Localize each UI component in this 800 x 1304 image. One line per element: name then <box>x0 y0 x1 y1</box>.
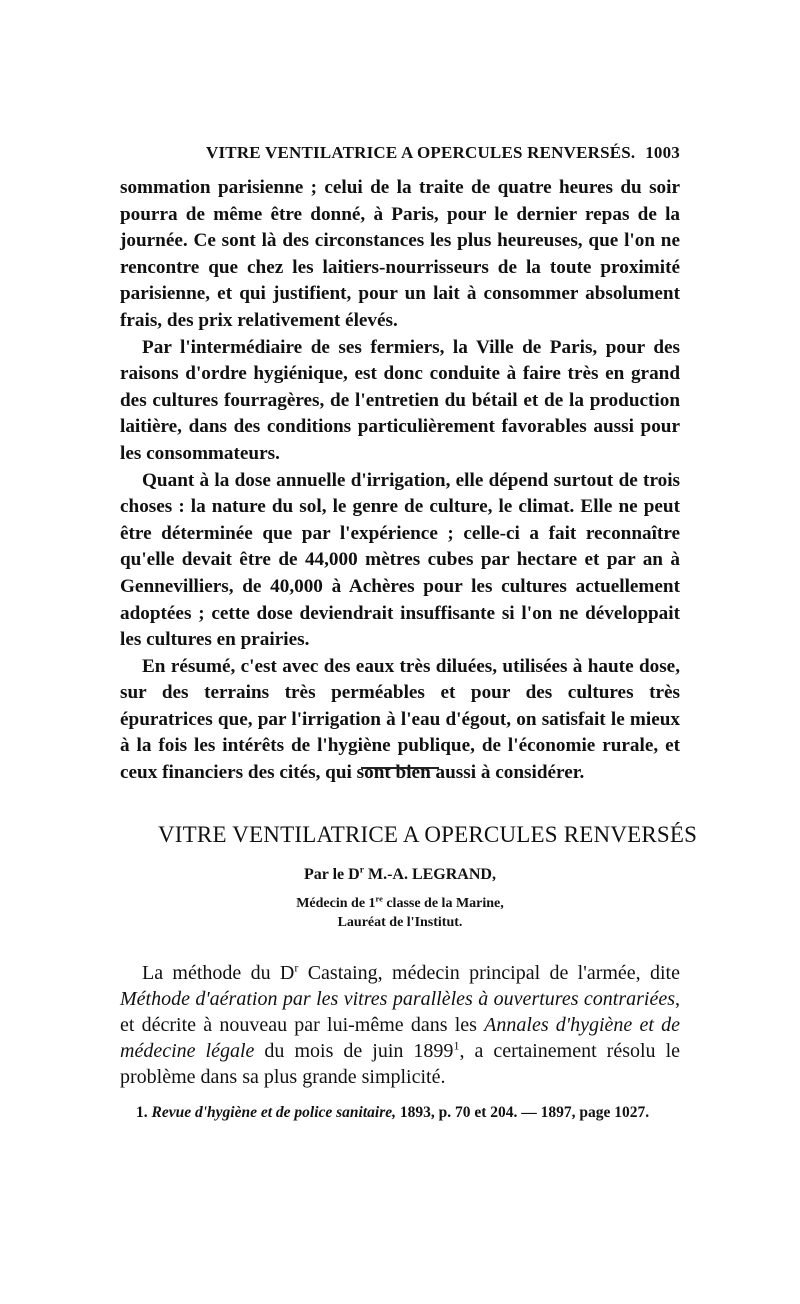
author-affiliation <box>120 894 680 932</box>
article-title: VITRE VENTILATRICE A OPERCULES RENVERSÉS <box>158 822 698 847</box>
previous-article-text <box>120 175 680 787</box>
byline <box>120 866 680 884</box>
footnote-number: 1. <box>136 1104 148 1121</box>
italic-run: Annales d'hygiène et de médecine légale <box>120 1014 680 1062</box>
section-divider <box>361 767 439 769</box>
page-number: 1003 <box>645 143 680 162</box>
text-run: , a certainement résolu le problème dans sa plus grande simplicité. <box>120 1040 681 1088</box>
article-body <box>120 960 680 1090</box>
footnote <box>120 1103 680 1123</box>
paragraph: Quant à la dose annuelle d'irrigation, elle dépend surtout de trois choses : la nature du sol, le genre de culture, le climat. Elle ne peut être déterminée que par l'expérience ; celle-ci a fait reconnaître qu'elle devait être de 44,000 mètres cubes par hectare et par an à Gennevilliers, de 40,000 à Achères pour les cultures actuellement adoptées ; cette dose deviendrait insuffisante si l'on ne développait les cultures en prairies. <box>120 469 680 651</box>
affiliation-line: Lauréat de l'Institut. <box>337 915 463 930</box>
text-run: Castaing, médecin principal de l'armée, dite <box>298 962 680 984</box>
affiliation-text: classe de la Marine, <box>382 896 504 911</box>
affiliation-text: Médecin de 1 <box>296 896 376 911</box>
text-run: La méthode du D <box>142 962 295 984</box>
paragraph: sommation parisienne ; celui de la traite de quatre heures du soir pourra de même être donné, à Paris, pour le dernier repas de la journée. Ce sont là des circonstances les plus heureuses, que l'on ne rencontre que chez les laitiers-nourrisseurs de la toute proximité parisienne, et qui justifient, pour un lait à consommer absolument frais, des prix relativement élevés. <box>120 177 680 331</box>
affiliation-sup: re <box>375 894 383 904</box>
byline-sup: r <box>359 864 364 876</box>
text-run: , et décrite à nouveau par lui-même dans les <box>120 988 680 1036</box>
footnote-source: Revue d'hygiène et de police sanitaire, <box>151 1104 397 1121</box>
running-head-title: VITRE VENTILATRICE A OPERCULES RENVERSÉS. <box>206 143 636 162</box>
footnote-reference: 1 <box>453 1038 460 1053</box>
affiliation-line <box>120 894 680 913</box>
superscript: r <box>294 960 299 975</box>
text-run: du mois de juin 1899 <box>254 1040 454 1062</box>
italic-run: Méthode d'aération par les vitres parallèles à ouvertures contrariées <box>120 988 675 1010</box>
paragraph: En résumé, c'est avec des eaux très diluées, utilisées à haute dose, sur des terrains très perméables et pour des cultures très épuratrices que, par l'irrigation à l'eau d'égout, on satisfait le mieux à la fois les intérêts de l'hygiène publique, de l'économie rurale, et ceux financiers des cités, qui sont bien aussi à considérer. <box>120 655 680 784</box>
byline-prefix: Par le D <box>304 866 360 883</box>
paragraph: Par l'intermédiaire de ses fermiers, la Ville de Paris, pour des raisons d'ordre hygiénique, est donc conduite à faire très en grand des cultures fourragères, de l'entretien du bétail et de la production laitière, dans des conditions particulièrement favorables aussi pour les consommateurs. <box>120 336 680 464</box>
footnote-text <box>120 1103 680 1123</box>
paragraph <box>120 960 680 1090</box>
author-name: M.-A. LEGRAND, <box>363 866 496 883</box>
footnote-detail: 1893, p. 70 et 204. — 1897, page 1027. <box>396 1104 650 1121</box>
